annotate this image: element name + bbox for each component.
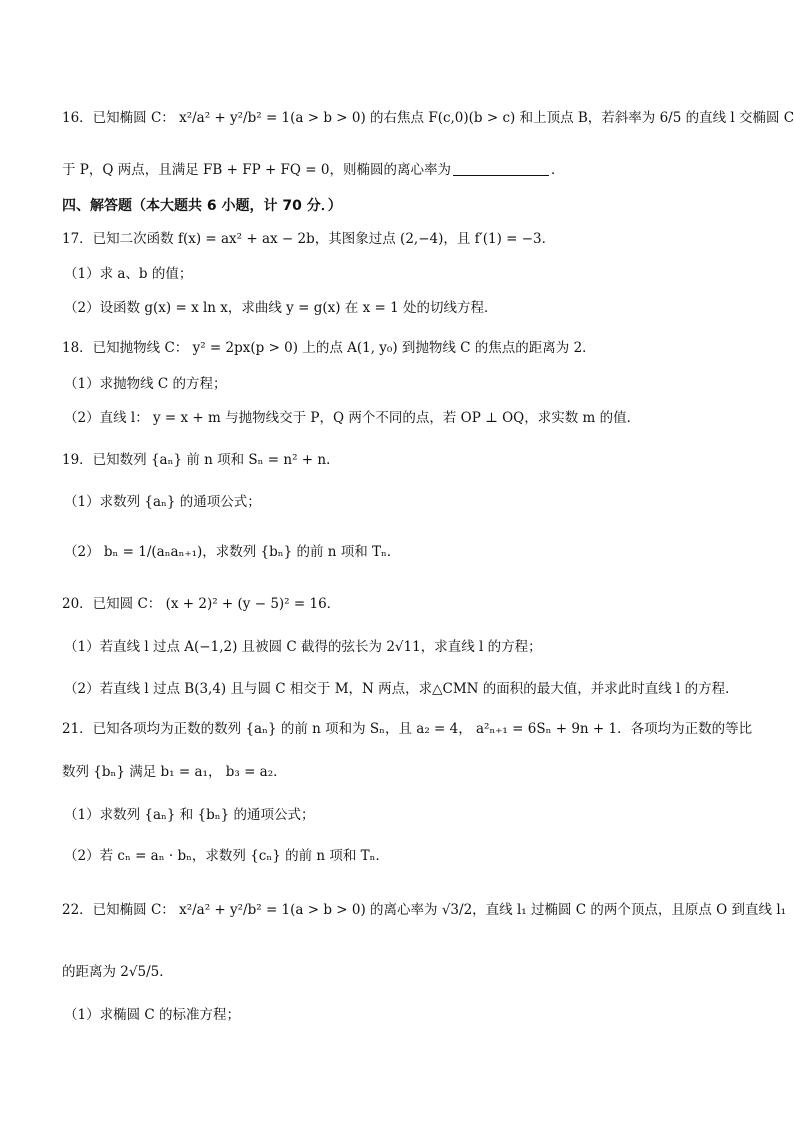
section-heading: 四、解答题（本大题共 6 小题，计 70 分．） — [62, 198, 342, 214]
question-20: 20．已知圆 C： (x + 2)² + (y − 5)² = 16． — [62, 596, 341, 612]
question-17-part-1: （1）求 a、b 的值； — [64, 266, 193, 282]
question-21-line-2: 数列 {bₙ} 满足 b₁ = a₁， b₃ = a₂． — [62, 764, 287, 780]
question-18: 18．已知抛物线 C： y² = 2px(p > 0) 上的点 A(1, y₀) 到抛物线 C 的焦点的距离为 2． — [62, 340, 596, 356]
question-22-part-1: （1）求椭圆 C 的标准方程； — [64, 1007, 241, 1023]
question-17-part-2: （2）设函数 g(x) = x ln x，求曲线 y = g(x) 在 x = 1 处的切线方程． — [64, 300, 498, 316]
question-19-part-2: （2） bₙ = 1/(aₙaₙ₊₁)，求数列 {bₙ} 的前 n 项和 Tₙ． — [64, 544, 401, 560]
question-18-part-1: （1）求抛物线 C 的方程； — [64, 376, 227, 392]
question-19-part-1: （1）求数列 {aₙ} 的通项公式； — [64, 494, 261, 510]
question-16-line-2 — [62, 160, 754, 180]
question-18-part-2: （2）直线 l： y = x + m 与抛物线交于 P，Q 两个不同的点，若 OP ⊥ OQ，求实数 m 的值． — [64, 410, 641, 426]
answer-blank[interactable] — [453, 161, 549, 176]
question-22-line-2: 的距离为 2√5/5． — [62, 964, 173, 980]
question-21-part-1: （1）求数列 {aₙ} 和 {bₙ} 的通项公式； — [64, 807, 315, 823]
question-20-part-2: （2）若直线 l 过点 B(3,4) 且与圆 C 相交于 M，N 两点，求△CMN 的面积的最大值，并求此时直线 l 的方程． — [64, 681, 739, 697]
question-16-end: ． — [550, 162, 565, 178]
question-16-line-1: 16．已知椭圆 C： x²/a² + y²/b² = 1(a > b > 0) 的右焦点 F(c,0)(b > c) 和上顶点 B，若斜率为 6/5 的直线 l 交椭圆 C — [62, 110, 794, 126]
question-16-text: 于 P，Q 两点，且满足 FB + FP + FQ = 0，则椭圆的离心率为 — [62, 162, 451, 178]
question-19: 19．已知数列 {aₙ} 前 n 项和 Sₙ = n² + n． — [62, 452, 340, 468]
question-20-part-1: （1）若直线 l 过点 A(−1,2) 且被圆 C 截得的弦长为 2√11，求直线 l 的方程； — [64, 639, 542, 655]
question-17: 17．已知二次函数 f(x) = ax² + ax − 2b，其图象过点 (2,−4)，且 f′(1) = −3． — [62, 231, 556, 247]
question-22-line-1: 22．已知椭圆 C： x²/a² + y²/b² = 1(a > b > 0) 的离心率为 √3/2，直线 l₁ 过椭圆 C 的两个顶点，且原点 O 到直线 l₁ — [62, 902, 787, 918]
question-21-line-1: 21．已知各项均为正数的数列 {aₙ} 的前 n 项和为 Sₙ，且 a₂ = 4， a²ₙ₊₁ = 6Sₙ + 9n + 1．各项均为正数的等比 — [62, 721, 753, 737]
question-21-part-2: （2）若 cₙ = aₙ · bₙ，求数列 {cₙ} 的前 n 项和 Tₙ． — [64, 848, 389, 864]
